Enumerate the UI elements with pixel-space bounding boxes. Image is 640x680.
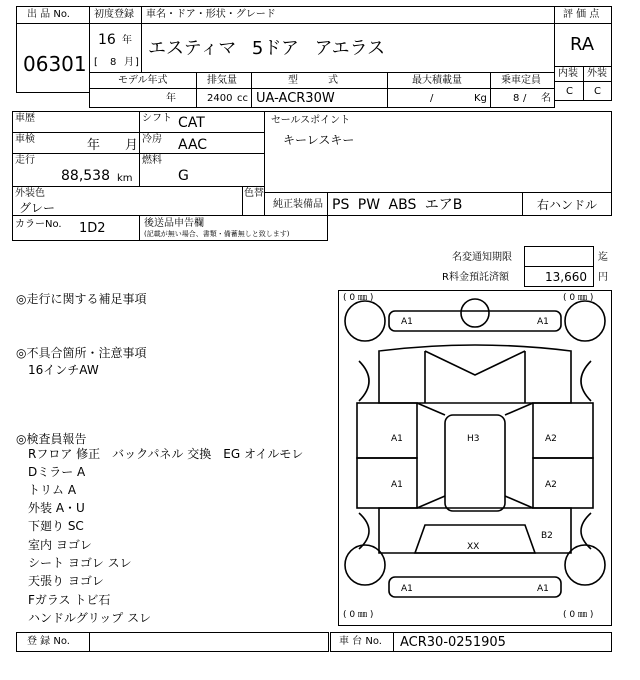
left-front-door bbox=[357, 403, 417, 458]
interior-grade-cell bbox=[554, 81, 584, 101]
shift-label: シフト bbox=[142, 113, 172, 124]
inspection-month-unit: 月 bbox=[125, 138, 139, 153]
tire-depth-front-left: ( 0 ㎜ ) bbox=[343, 293, 374, 303]
equipment-cell bbox=[327, 192, 523, 216]
driving-notes-title: ◎走行に関する補足事項 bbox=[16, 292, 147, 306]
first-reg-label: 初度登録 bbox=[94, 9, 134, 20]
sales-point-cell bbox=[264, 111, 612, 193]
roof bbox=[445, 415, 505, 511]
model-year-label: モデル年式 bbox=[118, 75, 168, 86]
car-name-cell bbox=[141, 23, 555, 73]
sales-point-value: キーレスキー bbox=[283, 133, 355, 147]
inspector-item: Fガラス トビ石 bbox=[28, 593, 111, 607]
inspector-item: 下廻り SC bbox=[28, 519, 84, 533]
steering-cell bbox=[522, 192, 612, 216]
right-pillar bbox=[505, 403, 533, 508]
left-pillar bbox=[417, 403, 445, 508]
fuel-label: 燃料 bbox=[142, 155, 162, 166]
left-fender-arch bbox=[359, 361, 369, 401]
first-reg-month: 8 bbox=[110, 57, 117, 68]
equipment-label-cell bbox=[264, 192, 328, 216]
inspector-item: 外装 A・U bbox=[28, 501, 85, 515]
capacity-unit: 名 bbox=[541, 93, 551, 104]
month-unit: 月 bbox=[124, 57, 134, 68]
car-name: エスティマ 5ドア アエラス bbox=[148, 38, 386, 59]
first-reg-label-cell bbox=[89, 6, 142, 24]
chassis-cell bbox=[393, 632, 612, 652]
left-rear-arch bbox=[359, 513, 369, 549]
car-name-label-cell bbox=[141, 6, 555, 24]
recycle-amount: 13,660 bbox=[545, 270, 587, 284]
exterior-grade-label-cell bbox=[583, 66, 612, 82]
mark-right-rear-door: A2 bbox=[545, 480, 557, 490]
mileage-label: 走行 bbox=[15, 155, 35, 166]
color-no-label: カラーNo. bbox=[15, 219, 62, 230]
ac-label: 冷房 bbox=[142, 134, 162, 145]
name-change-cell bbox=[524, 246, 594, 267]
mark-roof: H3 bbox=[467, 434, 480, 444]
exterior-grade-cell bbox=[583, 81, 612, 101]
inspector-item: 室内 ヨゴレ bbox=[28, 538, 92, 552]
inspection-label: 車検 bbox=[15, 134, 35, 145]
lot-number: 06301 bbox=[23, 52, 87, 76]
right-rear-door bbox=[533, 458, 593, 508]
lot-label-cell bbox=[16, 6, 90, 24]
inspection-cell bbox=[12, 132, 140, 154]
sales-point-label: セールスポイント bbox=[271, 115, 351, 126]
recycle-label: R料金預託済額 bbox=[442, 272, 509, 283]
history-label: 車歴 bbox=[15, 113, 35, 124]
chassis-label-cell bbox=[330, 632, 394, 652]
displacement-unit: cc bbox=[237, 93, 248, 104]
month-close-bracket: ] bbox=[135, 57, 139, 68]
inspector-item: シート ヨゴレ スレ bbox=[28, 556, 132, 570]
mark-front-right-bumper: A1 bbox=[537, 317, 549, 327]
color-no-value: 1D2 bbox=[79, 221, 106, 236]
shift-cell bbox=[139, 111, 265, 133]
displacement-value: 2400 bbox=[207, 93, 233, 104]
aftermarket-cell bbox=[139, 215, 328, 241]
inspector-item: トリム A bbox=[28, 483, 77, 497]
mark-rear-left-bumper: A1 bbox=[401, 584, 413, 594]
month-open-bracket: [ bbox=[94, 57, 98, 68]
chassis-label: 車 台 No. bbox=[339, 636, 382, 647]
grade-cell bbox=[554, 23, 612, 67]
right-rear-arch bbox=[581, 513, 591, 549]
recycle-cell bbox=[524, 266, 594, 287]
capacity-label: 乗車定員 bbox=[501, 75, 541, 86]
max-load-value: / bbox=[430, 93, 434, 104]
capacity-separator: / bbox=[523, 93, 527, 104]
first-reg-year: 16 bbox=[98, 32, 116, 48]
type-cell bbox=[251, 88, 388, 108]
recycle-unit: 円 bbox=[598, 272, 608, 283]
interior-grade-label-cell bbox=[554, 66, 584, 82]
aftermarket-label: 後送品申告欄 bbox=[144, 218, 204, 229]
reg-no-label: 登 録 No. bbox=[27, 636, 70, 647]
right-fender-arch bbox=[581, 361, 591, 401]
type-label-cell bbox=[251, 72, 388, 89]
inspector-item: Rフロア 修正 バックパネル 交換 EG オイルモレ bbox=[28, 447, 304, 461]
defect-item: 16インチAW bbox=[28, 363, 99, 377]
lot-label: 出 品 No. bbox=[27, 9, 70, 20]
inspector-item: 天張り ヨゴレ bbox=[28, 574, 104, 588]
capacity-label-cell bbox=[490, 72, 555, 89]
aftermarket-note: (記載が無い場合、書類・備蓄無しと致します) bbox=[144, 230, 290, 238]
reg-no-label-cell bbox=[16, 632, 90, 652]
overall-grade: RA bbox=[570, 34, 595, 55]
max-load-label-cell bbox=[387, 72, 491, 89]
interior-grade-label: 内装 bbox=[558, 68, 578, 79]
mark-left-front-door: A1 bbox=[391, 434, 403, 444]
mark-rear-quarter: B2 bbox=[541, 531, 553, 541]
mark-back-panel: XX bbox=[467, 542, 480, 552]
hood-outline bbox=[379, 345, 571, 403]
model-year-cell bbox=[89, 88, 197, 108]
equipment-label: 純正装備品 bbox=[273, 199, 323, 210]
capacity-cell bbox=[490, 88, 555, 108]
spare-tire bbox=[461, 299, 489, 327]
equipment-value: PS PW ABS エアB bbox=[332, 197, 463, 213]
grade-label: 評 価 点 bbox=[563, 9, 600, 20]
right-front-door bbox=[533, 403, 593, 458]
first-reg-cell bbox=[89, 23, 142, 73]
year-unit: 年 bbox=[122, 35, 132, 46]
ac-value: AAC bbox=[178, 137, 208, 153]
steering-value: 右ハンドル bbox=[537, 198, 598, 212]
name-change-unit: 迄 bbox=[598, 252, 608, 263]
max-load-cell bbox=[387, 88, 491, 108]
front-bumper bbox=[389, 311, 561, 331]
tire-front-left bbox=[345, 301, 385, 341]
inspector-title: ◎検査員報告 bbox=[16, 432, 87, 446]
repaint-cell bbox=[242, 186, 265, 216]
mileage-value: 88,538 bbox=[61, 168, 110, 184]
exterior-grade-label: 外装 bbox=[587, 68, 607, 79]
mileage-unit: km bbox=[117, 173, 133, 184]
mark-right-front-door: A2 bbox=[545, 434, 557, 444]
inspector-item: ハンドルグリップ スレ bbox=[28, 611, 152, 625]
car-diagram bbox=[339, 291, 611, 625]
fuel-cell bbox=[139, 153, 265, 187]
type-value: UA-ACR30W bbox=[256, 91, 335, 106]
mark-front-left-bumper: A1 bbox=[401, 317, 413, 327]
fuel-value: G bbox=[178, 168, 189, 184]
interior-grade: C bbox=[566, 86, 573, 97]
chassis-no: ACR30-0251905 bbox=[400, 635, 506, 650]
lot-number-cell bbox=[16, 23, 90, 93]
car-name-label: 車名・ドア・形状・グレード bbox=[146, 9, 276, 20]
exterior-color-cell bbox=[12, 186, 243, 216]
shift-value: CAT bbox=[178, 115, 205, 131]
mark-rear-right-bumper: A1 bbox=[537, 584, 549, 594]
ac-cell bbox=[139, 132, 265, 154]
reg-no-cell bbox=[89, 632, 329, 652]
type-label: 型 式 bbox=[288, 75, 338, 86]
max-load-label: 最大積載量 bbox=[412, 75, 462, 86]
repaint-label: 色替 bbox=[244, 188, 264, 199]
tire-depth-front-right: ( 0 ㎜ ) bbox=[563, 293, 594, 303]
tire-front-right bbox=[565, 301, 605, 341]
max-load-unit: Kg bbox=[474, 93, 487, 104]
exterior-grade: C bbox=[594, 86, 601, 97]
defects-title: ◎不具合箇所・注意事項 bbox=[16, 346, 147, 360]
tire-depth-rear-right: ( 0 ㎜ ) bbox=[563, 610, 594, 620]
displacement-label: 排気量 bbox=[207, 75, 237, 86]
mileage-cell bbox=[12, 153, 140, 187]
name-change-label: 名変通知期限 bbox=[452, 252, 512, 263]
exterior-color-value: グレー bbox=[19, 201, 56, 215]
capacity-value: 8 bbox=[513, 93, 520, 104]
exterior-color-label: 外装色 bbox=[15, 188, 45, 199]
grade-label-cell bbox=[554, 6, 612, 24]
history-cell bbox=[12, 111, 140, 133]
inspection-year-unit: 年 bbox=[87, 138, 101, 153]
rear-bumper bbox=[389, 577, 561, 597]
inspector-item: Dミラー A bbox=[28, 465, 86, 479]
displacement-label-cell bbox=[196, 72, 252, 89]
windshield bbox=[425, 351, 525, 403]
car-diagram-frame bbox=[338, 290, 612, 626]
mark-left-rear-door: A1 bbox=[391, 480, 403, 490]
tire-depth-rear-left: ( 0 ㎜ ) bbox=[343, 610, 374, 620]
displacement-cell bbox=[196, 88, 252, 108]
model-year-unit: 年 bbox=[166, 93, 176, 104]
left-rear-door bbox=[357, 458, 417, 508]
model-year-label-cell bbox=[89, 72, 197, 89]
color-no-cell bbox=[12, 215, 140, 241]
